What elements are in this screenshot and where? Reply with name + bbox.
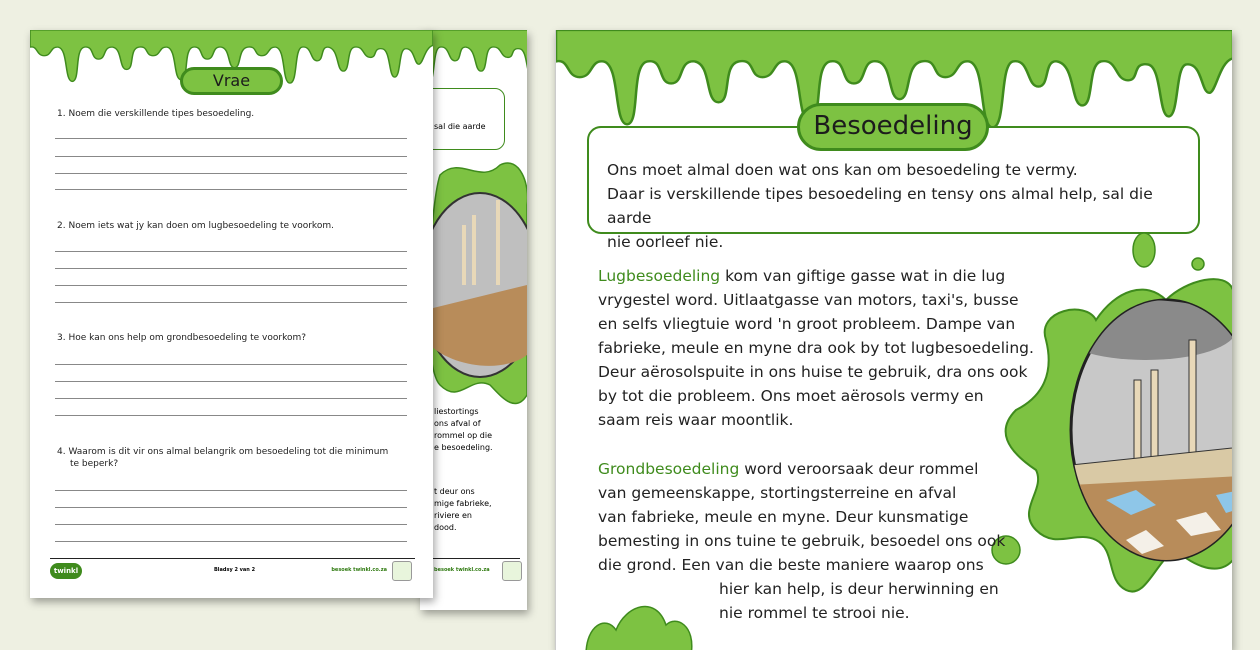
answer-line[interactable]: [55, 302, 407, 303]
answer-line[interactable]: [55, 251, 407, 252]
answer-line[interactable]: [55, 138, 407, 139]
answer-line[interactable]: [55, 524, 407, 525]
question-3: 3. Hoe kan ons help om grondbesoedeling te voorkom?: [57, 333, 307, 343]
answer-line[interactable]: [55, 268, 407, 269]
soil-pollution-paragraph: Grondbesoedeling word veroorsaak deur rommel van gemeenskappe, stortingsterreine en afval van fabrieke, meule en myne. Deur kunsmatige bemesting in ons tuine te gebruik, besoedel ons ook die grond. Een van die beste maniere waarop ons hier kan help, is deur herwinning en nie rommel te strooi nie.: [598, 460, 1006, 622]
answer-line[interactable]: [55, 541, 407, 542]
term-lugbesoedeling: Lugbesoedeling: [598, 267, 721, 285]
slime-splash: [576, 585, 706, 650]
twinkl-logo: twinkl: [50, 563, 82, 579]
answer-line[interactable]: [55, 507, 407, 508]
question-4: 4. Waarom is dit vir ons almal belangrik om besoedeling tot die minimum te beperk?: [57, 447, 389, 469]
answer-line[interactable]: [55, 490, 407, 491]
answer-line[interactable]: [55, 415, 407, 416]
site-link[interactable]: besoek twinkl.co.za: [331, 567, 387, 573]
questions-worksheet: [30, 30, 433, 598]
air-pollution-paragraph: Lugbesoedeling kom van giftige gasse wat in die lug vrygestel word. Uitlaatgasse van motors, taxi's, busse en selfs vliegtuie word 'n groot probleem. Dampe van fabrieke, meule en myne dra ook by tot lugbesoedeling. Deur aërosolspuite in ons huise te gebruik, dra ons ook by tot die probleem. Ons moet aërosols vermy en saam reis waar moontlik.: [598, 267, 1034, 429]
middle-paragraph-1: liestortings ons afval of rommel op die e besoedeling.: [434, 407, 493, 452]
site-link[interactable]: besoek twinkl.co.za: [434, 567, 490, 573]
reading-title: Besoedeling: [797, 103, 989, 151]
page-number: Bladsy 2 van 2: [214, 567, 256, 573]
term-grondbesoedeling: Grondbesoedeling: [598, 460, 740, 478]
answer-line[interactable]: [55, 285, 407, 286]
quality-badge-icon: [502, 561, 522, 581]
answer-line[interactable]: [55, 173, 407, 174]
middle-paragraph-2: t deur ons mige fabrieke, riviere en dood.: [434, 487, 492, 532]
answer-line[interactable]: [55, 189, 407, 190]
answer-line[interactable]: [55, 381, 407, 382]
quality-badge-icon: [392, 561, 412, 581]
answer-line[interactable]: [55, 156, 407, 157]
reading-sheet: [555, 30, 1232, 650]
pollution-illustration: [420, 145, 527, 415]
question-1: 1. Noem die verskillende tipes besoedeling.: [57, 109, 255, 119]
intro-fragment: sal die aarde: [434, 122, 486, 131]
worksheet-title: Vrae: [180, 67, 283, 95]
reading-sheet-back: [420, 30, 527, 610]
slime-border: [420, 30, 527, 90]
answer-line[interactable]: [55, 398, 407, 399]
answer-line[interactable]: [55, 364, 407, 365]
intro-text: Ons moet almal doen wat ons kan om besoedeling te vermy. Daar is verskillende tipes besoedeling en tensy ons almal help, sal die aarde nie oorleef nie.: [607, 161, 1153, 251]
question-2: 2. Noem iets wat jy kan doen om lugbesoedeling te voorkom.: [57, 221, 334, 231]
footer-divider: [50, 558, 415, 559]
